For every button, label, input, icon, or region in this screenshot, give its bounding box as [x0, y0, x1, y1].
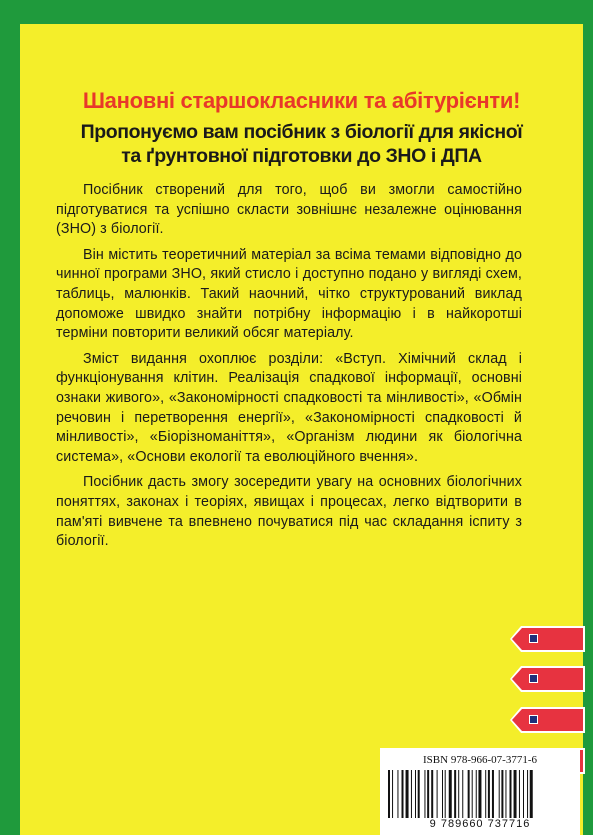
barcode-bar — [418, 770, 420, 818]
barcode-bar — [488, 770, 490, 818]
body-text — [56, 181, 522, 558]
barcode-bar — [485, 770, 486, 818]
barcode-bar — [472, 770, 473, 818]
barcode-bar — [449, 770, 452, 818]
barcode-bar — [392, 770, 393, 818]
paragraph-2: Він містить теоретичний матеріал за всіма темами відповідно до чинної програми ЗНО, який стисло і доступно подано у вигляді схем, таблиць, малюнків. Такий наочний, чітко структурований виклад допоможе швидко знайти потрібну інформацію і в найкоротші терміни повторити великий обсяг матеріалу. — [56, 246, 522, 342]
barcode-bar — [424, 770, 425, 818]
barcode-bar — [388, 770, 390, 818]
barcode-bar — [406, 770, 409, 818]
barcode-bar — [499, 770, 500, 818]
barcode-bar — [530, 770, 533, 818]
barcode-bar — [458, 770, 459, 818]
barcode-bar — [519, 770, 520, 818]
right-border-strip — [583, 0, 600, 835]
subheading-line-2: та ґрунтовної підготовки до ЗНО і ДПА — [121, 145, 482, 167]
barcode-bar — [510, 770, 512, 818]
barcode-bar — [476, 770, 477, 818]
subheading — [20, 120, 583, 168]
headline: Шановні старшокласники та абітурієнти! — [82, 88, 521, 113]
side-tab — [512, 668, 583, 690]
side-tab — [512, 628, 583, 650]
barcode-bar — [411, 770, 412, 818]
barcode-bar — [454, 770, 456, 818]
barcode-bar — [505, 770, 506, 818]
barcode-bar — [527, 770, 528, 818]
square-icon — [529, 634, 538, 643]
barcode-bar — [431, 770, 433, 818]
barcode-bar — [523, 770, 524, 818]
square-icon — [529, 715, 538, 724]
barcode-bar — [492, 770, 494, 818]
barcode-bar — [462, 770, 463, 818]
barcode-icon — [388, 770, 572, 818]
barcode-bar — [442, 770, 443, 818]
barcode-bar — [437, 770, 438, 818]
barcode-bar — [402, 770, 404, 818]
square-icon — [529, 674, 538, 683]
barcode-digits: 9 789660 737716 — [429, 818, 531, 830]
barcode-bar — [501, 770, 503, 818]
barcode-bar — [478, 770, 481, 818]
barcode-bar — [445, 770, 446, 818]
isbn-label: ISBN 978-966-07-3771-6 — [423, 754, 537, 766]
barcode-bar — [468, 770, 470, 818]
barcode-bar — [415, 770, 416, 818]
paragraph-4: Посібник дасть змогу зосередити увагу на основних біологічних поняттях, законах і теоріях, явищах і процесах, легко відтворити в пам'яті вивчене та впевнено почуватися під час складання іспиту з біології. — [56, 474, 522, 550]
isbn-barcode-box — [380, 748, 580, 835]
barcode-bar — [427, 770, 429, 818]
subheading-line-1: Пропонуємо вам посібник з біології для якісної — [80, 121, 523, 143]
barcode-bar — [514, 770, 517, 818]
side-tab — [512, 709, 583, 731]
paragraph-3: Зміст видання охоплює розділи: «Вступ. Хімічний склад і функціонування клітин. Реалізація спадкової інформації, основні ознаки живого», «Закономірності спадковості та мінливості», «Обмін речовин і перетворення енергії», «Закономірності спадковості й мінливості», «Біорізноманіття», «Організм людини як біологічна система», «Основи екології та еволюційного вчення». — [56, 350, 522, 465]
barcode-bar — [397, 770, 398, 818]
paragraph-1: Посібник створений для того, щоб ви змогли самостійно підготуватися та успішно скласти зовнішнє незалежне оцінювання (ЗНО) з біології. — [56, 182, 522, 238]
